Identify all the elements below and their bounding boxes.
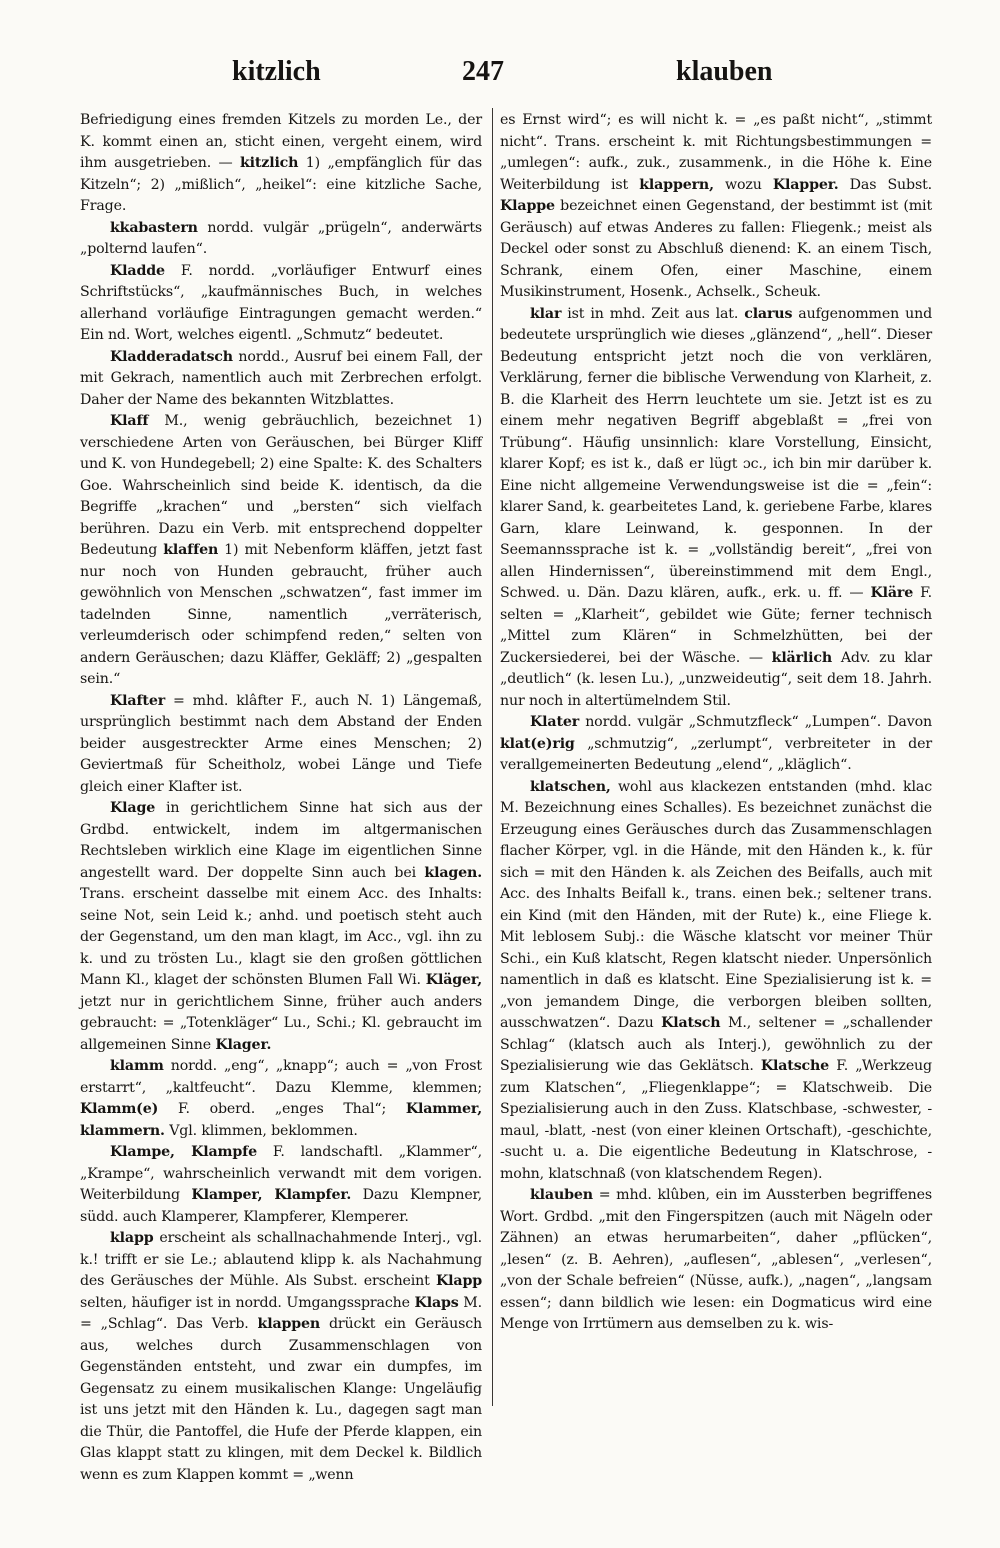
headword: clarus <box>744 305 793 322</box>
headword: Klater <box>530 714 580 730</box>
headword: Klager. <box>215 1036 272 1053</box>
entry-text: M., wenig gebräuchlich, bezeichnet 1) verschiedene Arten von Geräuschen, bei Bürger Kliff und K. von Hundegebell; 2) eine Spalte: K. des Schalters Goe. Wahrscheinlich sind beide K. identisch, da die Begriffe „krachen“ und „bersten“ sich vielfach berühren. Dazu ein Verb. mit entsprechend doppelter Bedeutung <box>80 413 482 558</box>
entry-text: F. selten = „Klarheit“, gebildet wie Güte; ferner technisch „Mittel zum Klären“ in Schmelzhütten, bei der Zuckersiederei, bei der Wäsche. — <box>500 585 932 666</box>
headword: kkabastern <box>110 219 198 236</box>
dictionary-entry <box>80 691 482 799</box>
entry-text: Dazu Klempner, südd. auch Klamperer, Klampferer, Klemperer. <box>80 1187 482 1225</box>
headword: klamm <box>110 1058 164 1074</box>
headword: Klappe <box>500 198 555 214</box>
headword: Klamm(e) <box>80 1101 159 1117</box>
entry-text: Trans. erscheint dasselbe mit einem Acc. des Inhalts: seine Not, sein Leid k.; anhd. und poetisch steht auch der Gegenstand, um den man klagt, im Acc., vgl. ihn zu k. und zu trösten Lu., klagt sie den großen göttlichen Mann Kl., klaget der schönsten Blumen Fall Wi. <box>80 886 482 988</box>
entry-text: Befriedigung eines fremden Kitzels zu morden Le., der K. kommt einen an, sticht einen, vergeht einem, wird ihm ausgetrieben. — <box>80 112 482 171</box>
entry-text: nordd., Ausruf bei einem Fall, der mit Gekrach, namentlich auch mit Zerbrechen erfolgt. Daher der Name des bekannten Witzblattes. <box>80 348 482 408</box>
dictionary-entry <box>80 218 482 261</box>
headword: klatschen, <box>530 778 611 795</box>
headword: Kläger, <box>425 972 482 988</box>
right-column <box>500 110 932 1412</box>
headword: klärlich <box>771 649 833 666</box>
dictionary-entry <box>500 1185 932 1336</box>
headword: Klamper, Klampfer. <box>191 1187 352 1203</box>
entry-text: 1) „empfänglich für das Kitzeln“; 2) „mißlich“, „heikel“: eine kitzliche Sache, Frage. <box>80 155 482 214</box>
headword: klat(e)rig <box>500 735 575 752</box>
dictionary-entry <box>80 1228 482 1486</box>
left-column <box>80 110 482 1483</box>
headword: Klatsch <box>661 1015 721 1031</box>
dictionary-entry <box>500 712 932 777</box>
headword: Klage <box>110 800 156 816</box>
entry-text: M., seltener = „schallender Schlag“ (klatsch auch als Interj.), gewöhnlich zu der Spezialisierung wie das Geklätsch. <box>500 1015 932 1074</box>
headword: Klafter <box>110 692 166 709</box>
headword: Klaff <box>110 413 149 429</box>
headword: Klatsche <box>760 1058 830 1074</box>
entry-text: „schmutzig“, „zerlumpt“, verbreiteter in der verallgemeinerten Bedeutung „elend“, „kläglich“. <box>500 735 932 773</box>
headword: Kläre <box>870 585 914 601</box>
headword: klaffen <box>163 542 219 558</box>
headword: klagen. <box>424 864 482 881</box>
entry-text: M. = „Schlag“. Das Verb. <box>80 1294 482 1332</box>
header-left-word: kitzlich <box>232 56 321 87</box>
dictionary-entry <box>80 261 482 347</box>
entry-text: drückt ein Geräusch aus, welches durch Zusammenschlagen von Gegenständen entsteht, und zwar ein dumpfes, im Gegensatz zu einem musikalischen Klange: Ungeläufig ist uns jetzt mit den Händen k. Lu., dagegen sagt man die Thür, die Pantoffel, die Hufe der Pferde klappen, ein Glas klappt statt zu klingen, mit dem Deckel k. Bildlich wenn es zum Klappen kommt = „wenn <box>80 1316 482 1483</box>
dictionary-entry <box>80 1142 482 1228</box>
headword: klauben <box>530 1187 593 1203</box>
entry-text: Adv. zu klar „deutlich“ (k. lesen Lu.), „unzweideutig“, seit dem 18. Jahrh. nur noch in altertümelndem Stil. <box>500 649 933 709</box>
entry-text: Das Subst. <box>838 176 932 193</box>
dictionary-entry <box>80 1056 482 1142</box>
headword: Klaps <box>414 1294 459 1311</box>
entry-text: erscheint als schallnachahmende Interj., vgl. k.! trifft er sie Le.; ablautend klipp k. als Nachahmung des Geräusches der Mühle. Als Subst. erscheint <box>80 1230 482 1289</box>
entry-text: F. landschaftl. „Klammer“, „Krampe“, wahrscheinlich verwandt mit dem vorigen. Weiterbildung <box>80 1144 482 1203</box>
entry-text: wozu <box>713 176 773 193</box>
header-right-word: klauben <box>676 56 773 87</box>
headword: klapp <box>110 1230 154 1246</box>
entry-text: Vgl. klimmen, beklommen. <box>164 1122 358 1139</box>
dictionary-entry <box>80 347 482 412</box>
page-number: 247 <box>462 56 504 87</box>
dictionary-entry <box>80 411 482 691</box>
dictionary-entry <box>500 777 932 1186</box>
headword: Klapper. <box>772 176 839 193</box>
entry-text: = mhd. klûben, ein im Aussterben begriffenes Wort. Grdbd. „mit den Fingerspitzen (auch mit Nägeln oder Zähnen) an etwas herumarbeiten“, daher „pflücken“, „lesen“ (z. B. Aehren), „auflesen“, „ablesen“, „verlesen“, „von der Schale befreien“ (Nüsse, aufk.), „nagen“, „langsam essen“; dann bildlich wie lesen: ein Dogmaticus wird eine Menge von Irrtümern aus demselben zu k. wis- <box>500 1187 932 1332</box>
headword: klappen <box>257 1316 321 1332</box>
headword: klappern, <box>639 176 714 193</box>
headword: kitzlich <box>239 155 299 171</box>
entry-text: es Ernst wird“; es will nicht k. = „es paßt nicht“, „stimmt nicht“. Trans. erscheint k. mit Richtungsbestimmungen = „umlegen“: aufk., zuk., zusammenk., in die Höhe k. Eine Weiterbildung ist <box>500 112 932 193</box>
entry-text: wohl aus klackezen entstanden (mhd. klac M. Bezeichnung eines Schalles). Es bezeichnet zunächst die Erzeugung eines Geräusches durch das Zusammenschlagen flacher Körper, vgl. in die Hände, mit den Händen k., k. für sich = mit den Händen k. als Zeichen des Beifalls, auch mit Acc. des Inhalts Beifall k., trans. einen bek.; seltener trans. ein Kind (mit den Händen, mit der Rute) k., eine Fliege k. Mit leblosem Subj.: die Wäsche klatscht vor meiner Thür Schi., ein Kuß klatscht, Regen klatscht nieder. Unpersönlich namentlich in daß es klatscht. Eine Spezialisierung ist k. = „von jemandem Dinge, die verborgen bleiben sollten, ausschwatzen“. Dazu <box>500 778 932 1031</box>
headword: Kladderadatsch <box>110 348 233 365</box>
entry-text: in gerichtlichem Sinne hat sich aus der Grdbd. entwickelt, indem im altgermanischen Rechtsleben wirklich eine Klage im eigentlichen Sinne angestellt ward. Der doppelte Sinn auch bei <box>80 800 482 881</box>
entry-text: nordd. vulgär „prügeln“, anderwärts „polternd laufen“. <box>80 219 482 257</box>
dictionary-entry <box>500 304 932 713</box>
headword: Klammer, klammern. <box>80 1101 482 1139</box>
entry-text: selten, häufiger ist in nordd. Umgangssprache <box>80 1294 415 1311</box>
headword: Klampe, Klampfe <box>110 1144 257 1160</box>
headword: Kladde <box>110 262 165 279</box>
entry-text: aufgenommen und bedeutete ursprünglich wie dieses „glänzend“, „hell“. Dieser Bedeutung entspricht jetzt noch die von verklären, Verklärung, ferner die biblische Verwendung von Klarheit, z. B. die Klarheit des Herrn leuchtete um sie. Jetzt ist es zu einem mehr negativen Begriff abgeblaßt = „frei von Trübung“. Häufig unsinnlich: klare Vorstellung, Einsicht, klarer Kopf; es ist k., daß er lügt ɔc., ich bin mir darüber k. Eine nicht allgemeine Verwendungsweise ist die = „fein“: klarer Sand, k. gearbeitetes Land, k. geriebene Farbe, klares Garn, klare Leinwand, k. gesponnen. In der Seemannssprache ist k. = „vollständig bereit“, „frei von allen Hindernissen“, übereinstimmend mit dem Engl., Schwed. u. Dän. Dazu klären, aufk., erk. u. ff. — <box>500 305 932 601</box>
entry-text: 1) mit Nebenform kläffen, jetzt fast nur noch von Hunden gebraucht, früher auch gewöhnlich von Menschen „schwatzen“, fast immer im tadelnden Sinne, namentlich „verräterisch, verleumderisch oder schimpfend reden,“ selten von andern Geräuschen; dazu Kläffer, Gekläff; 2) „gespalten sein.“ <box>80 542 482 687</box>
headword: klar <box>530 305 562 322</box>
entry-text: bezeichnet einen Gegenstand, der bestimmt ist (mit Geräusch) auf etwas Anderes zu fallen: Fliegenk.; meist als Deckel oder sonst zu Abschluß dienend: K. an einem Tisch, Schrank, einem Ofen, einer Maschine, einem Musikinstrument, Hosenk., Achselk., Scheuk. <box>500 198 932 300</box>
entry-text: nordd. vulgär „Schmutzfleck“ „Lumpen“. Davon <box>579 714 932 730</box>
entry-text: = mhd. klâfter F., auch N. 1) Längemaß, ursprünglich bestimmt nach dem Abstand der Enden beider ausgestreckter Arme eines Menschen; 2) Geviertmaß für Scheitholz, wobei Länge und Tiefe gleich einer Klafter ist. <box>80 692 482 795</box>
dictionary-entry <box>80 110 482 218</box>
entry-text: F. oberd. „enges Thal“; <box>158 1101 406 1117</box>
column-divider <box>492 108 493 1406</box>
dictionary-entry <box>80 798 482 1056</box>
entry-text: F. nordd. „vorläufiger Entwurf eines Schriftstücks“, „kaufmännisches Buch, in welches allerhand vorläufige Eintragungen gemacht werden.“ Ein nd. Wort, welches eigentl. „Schmutz“ bedeutet. <box>80 262 482 343</box>
entry-text: jetzt nur in gerichtlichem Sinne, früher auch anders gebraucht: = „Totenkläger“ Lu., Schi.; Kl. gebraucht im allgemeinen Sinne <box>80 993 482 1053</box>
entry-text: ist in mhd. Zeit aus lat. <box>561 305 745 322</box>
dictionary-entry <box>500 110 932 304</box>
page-header <box>82 56 930 96</box>
headword: Klapp <box>435 1273 482 1289</box>
entry-text: nordd. „eng“, „knapp“; auch = „von Frost erstarrt“, „kaltfeucht“. Dazu Klemme, klemmen; <box>80 1058 482 1096</box>
entry-text: F. „Werkzeug zum Klatschen“, „Fliegenklappe“; = Klatschweib. Die Spezialisierung auch in den Zuss. Klatschbase, -schwester, -maul, -blatt, -nest (von einer kleinen Ortschaft), -geschichte, -sucht u. a. Die eigentliche Bedeutung in Klatschrose, -mohn, klatschnaß (von klatschendem Regen). <box>500 1058 932 1182</box>
